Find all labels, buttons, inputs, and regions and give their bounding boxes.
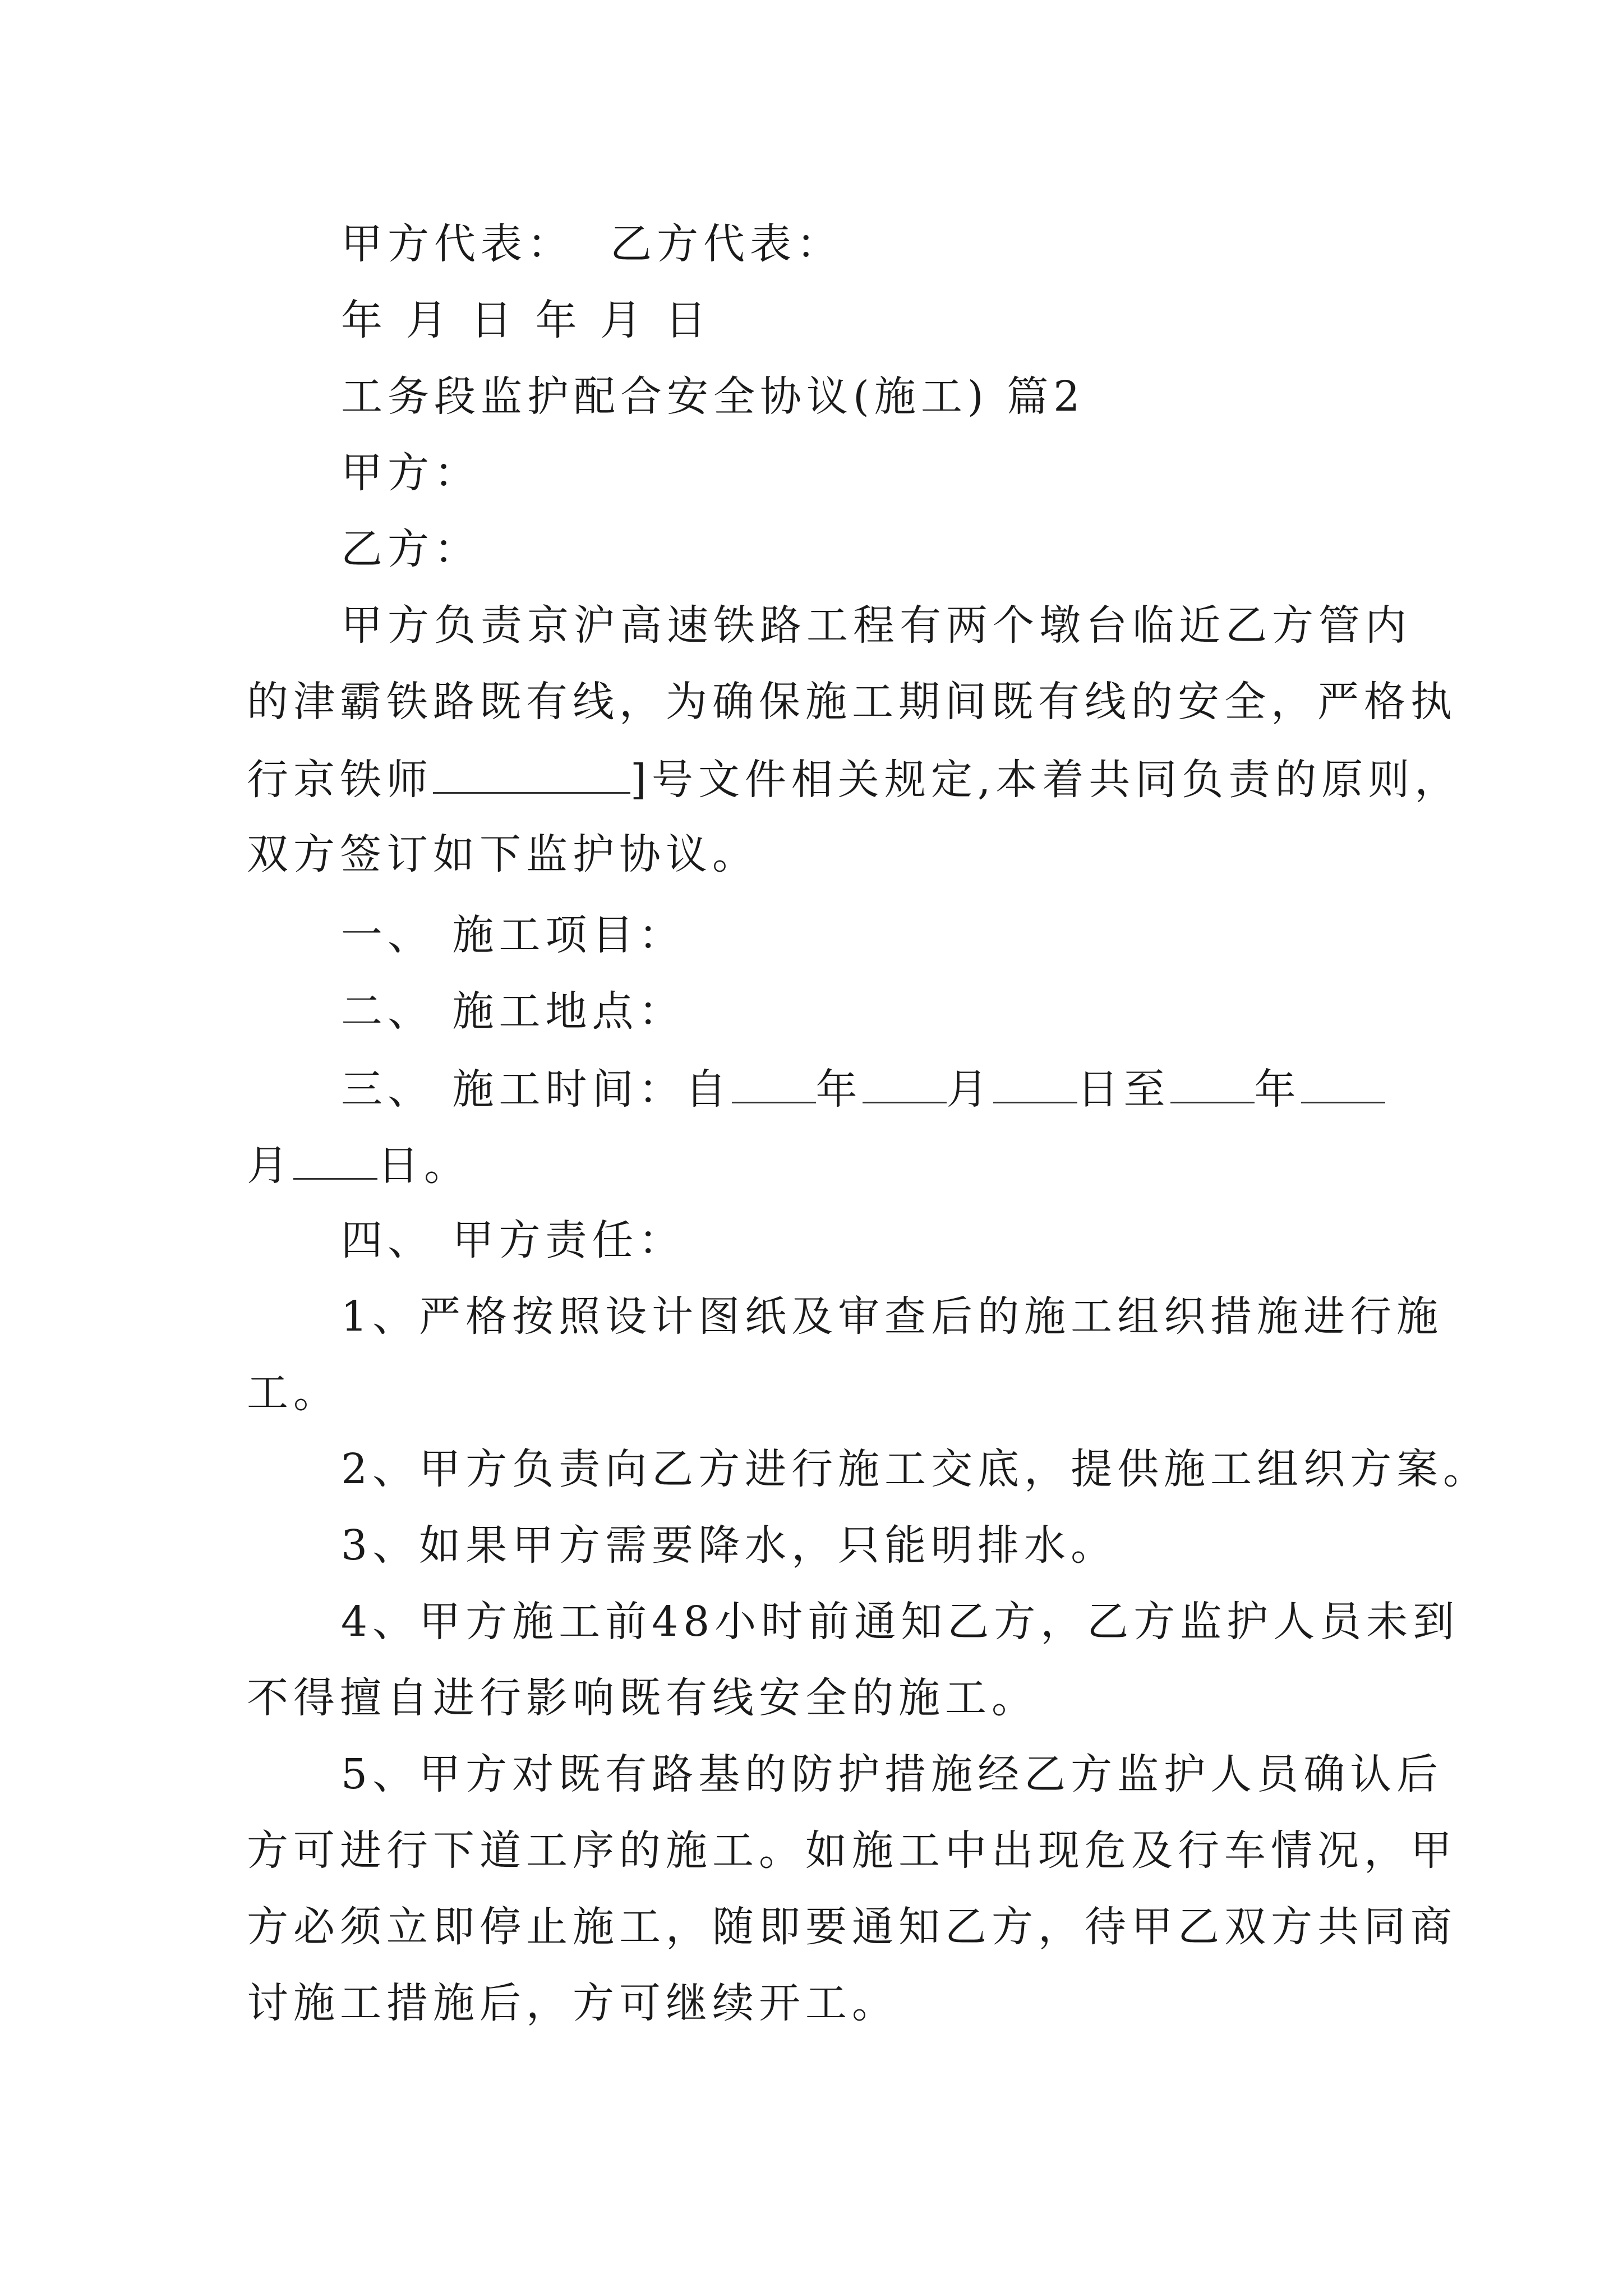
section-title: 工务段监护配合安全协议(施工) 篇2: [341, 372, 1085, 421]
intro-paragraph-line: 的津霸铁路既有线，为确保施工期间既有线的安全，严格执: [247, 678, 1457, 726]
party-a-label: 甲方：: [341, 449, 481, 497]
intro-text: 行京铁师: [247, 756, 433, 804]
item-construction-project: 一、 施工项目：: [341, 911, 685, 959]
item-construction-time: [341, 1065, 1385, 1114]
date-blank: [993, 1067, 1077, 1103]
date-blank: [1301, 1067, 1385, 1103]
item-party-a-duties-heading: 四、 甲方责任：: [341, 1216, 685, 1264]
intro-paragraph-line: 双方签订如下监护协议。: [247, 830, 759, 878]
duty-4-line: 不得擅自进行影响既有线安全的施工。: [247, 1674, 1038, 1722]
date-blank: [732, 1067, 816, 1103]
duty-3: 3、如果甲方需要降水，只能明排水。: [341, 1521, 1118, 1570]
duty-2: 2、甲方负责向乙方进行施工交底，提供施工组织方案。: [341, 1445, 1490, 1493]
document-number-blank: [433, 757, 630, 794]
item-construction-location: 二、 施工地点：: [341, 987, 685, 1036]
intro-text: ]号文件相关规定,本着共同负责的原则，: [630, 756, 1461, 804]
time-day-end-label: 日。: [377, 1142, 471, 1190]
time-prefix: 三、 施工时间：自: [341, 1065, 732, 1114]
duty-5-line: 方可进行下道工序的施工。如施工中出现危及行车情况，甲: [247, 1826, 1457, 1875]
duty-5-line: 5、甲方对既有路基的防护措施经乙方监护人员确认后: [341, 1750, 1444, 1798]
intro-paragraph-line: 甲方负责京沪高速铁路工程有两个墩台临近乙方管内: [341, 601, 1412, 650]
duty-1-line: 工。: [247, 1369, 340, 1417]
duty-4-line: 4、甲方施工前48小时前通知乙方，乙方监护人员未到: [341, 1598, 1460, 1646]
time-day-to-label: 日至: [1077, 1065, 1170, 1114]
date-blank: [863, 1067, 947, 1103]
time-month-label: 月: [946, 1065, 993, 1114]
duty-5-line: 方必须立即停止施工，随即要通知乙方，待甲乙双方共同商: [247, 1903, 1457, 1951]
party-b-label: 乙方：: [341, 525, 481, 573]
date-blank: [1170, 1067, 1255, 1103]
date-blank: [293, 1143, 377, 1180]
signature-date-line: 年 月 日 年 月 日: [341, 296, 712, 344]
time-year-label: 年: [1254, 1065, 1301, 1114]
duty-1-line: 1、严格按照设计图纸及审查后的施工组织措施进行施: [341, 1292, 1444, 1341]
duty-5-line: 讨施工措施后，方可继续开工。: [247, 1979, 898, 2027]
time-month-label: 月: [247, 1142, 293, 1190]
intro-paragraph-line: [247, 756, 1461, 804]
time-year-label: 年: [815, 1065, 863, 1114]
item-construction-time-continued: [247, 1142, 471, 1190]
signature-line: 甲方代表： 乙方代表：: [341, 220, 843, 268]
